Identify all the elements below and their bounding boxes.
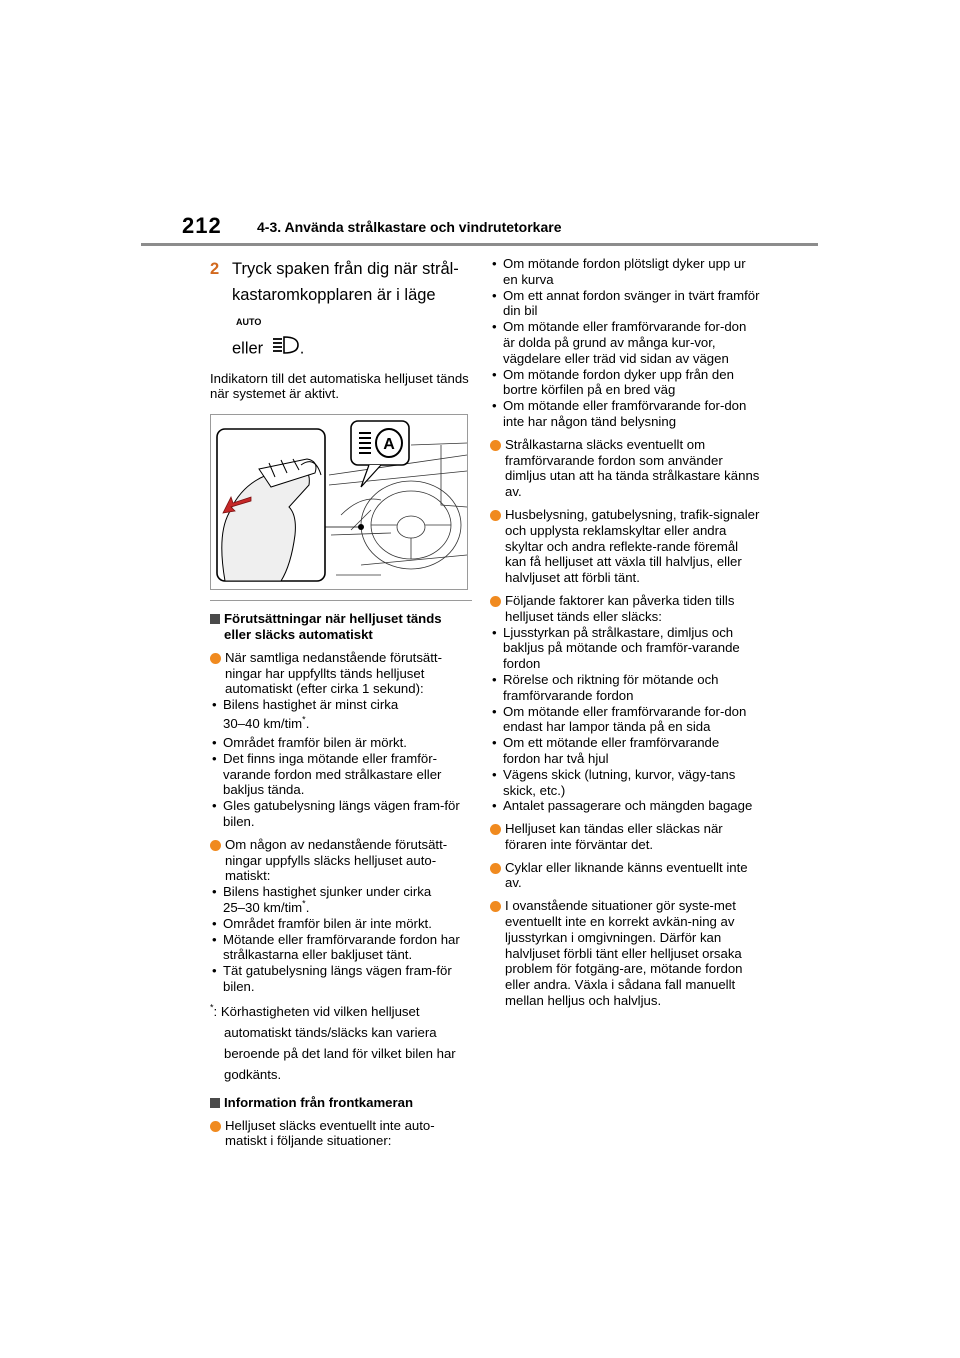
list-item: • Gles gatubelysning längs vägen fram-för bilen. [210, 798, 472, 830]
list-item: • Om mötande eller framförvarande for-don är dolda på grund av många kur-vor, vägdelare eller träd vid sidan av vägen [490, 319, 760, 366]
dot-item: Strålkastarna släcks eventuellt om framförvarande fordon som använder dimljus utan att ha tända strålkastare känns av. [490, 437, 760, 500]
list-item: • Om ett mötande eller framförvarande fordon har två hjul [490, 735, 760, 767]
illustration-figure [210, 414, 468, 590]
step-text: Tryck spaken från dig när strål-kastaromkopplaren är i läge [232, 260, 459, 304]
list-item: • Om mötande eller framförvarande for-don inte har någon tänd belysning [490, 398, 760, 430]
section-title: 4-3. Använda strålkastare och vindrutetorkare [257, 219, 562, 235]
dot-text: Helljuset släcks eventuellt inte auto-matiskt i följande situationer: [225, 1117, 435, 1149]
circle-bullet-icon [490, 824, 501, 835]
dot-text: När samtliga nedanstående förutsätt-ningar har uppfyllts tänds helljuset automatiskt (efter cirka 1 sekund): [225, 649, 442, 697]
auto-high-beam-icon [272, 335, 300, 363]
list-item: • Om mötande fordon dyker upp från den bortre körfilen på en bred väg [490, 367, 760, 399]
list-item: • Antalet passagerare och mängden bagage [490, 798, 760, 814]
square-bullet-icon [210, 1098, 220, 1108]
intro-text: Indikatorn till det automatiska helljuset tänds när systemet är aktivt. [210, 370, 469, 402]
list-item: • Bilens hastighet är minst cirka 30–40 km/tim*. [210, 697, 472, 735]
list-item: • Ljusstyrkan på strålkastare, dimljus och bakljus på mötande och framför-varande fordon [490, 625, 760, 672]
circle-bullet-icon [210, 840, 221, 851]
section-divider [210, 600, 472, 601]
dot-item [210, 650, 472, 697]
list-item: • Om ett annat fordon svänger in tvärt framför din bil [490, 288, 760, 320]
dot-item [210, 1118, 472, 1150]
bullet-list [210, 697, 472, 830]
dot-item: Husbelysning, gatubelysning, trafik-signaler och upplysta reklamskyltar eller andra skyltar och andra reflekte-rande föremål kan få helljuset att växla till halvljus, eller halvljuset att förbli tänt. [490, 507, 760, 586]
step-number: 2 [210, 260, 220, 278]
circle-bullet-icon [490, 901, 501, 912]
step-or-text: eller [232, 339, 264, 357]
step-end: . [299, 339, 305, 357]
page-number: 212 [182, 213, 222, 238]
auto-icon-text: AUTO [236, 316, 262, 327]
list-item: • Tät gatubelysning längs vägen fram-för bilen. [210, 963, 472, 995]
dot-text: Om någon av nedanstående förutsätt-ningar uppfylls släcks helljuset auto-matiskt: [225, 836, 448, 884]
list-item: • Det finns inga mötande eller framför-varande fordon med strålkastare eller bakljus tända. [210, 751, 472, 798]
bullet-list [490, 625, 760, 815]
circle-bullet-icon [210, 653, 221, 664]
list-item: • Bilens hastighet sjunker under cirka 25–30 km/tim*. [210, 884, 472, 916]
bullet-list [490, 256, 760, 430]
list-item: • Vägens skick (lutning, kurvor, vägy-tans skick, etc.) [490, 767, 760, 799]
circle-bullet-icon [490, 596, 501, 607]
dashboard-illustration [211, 415, 467, 589]
list-item: • Mötande eller framförvarande fordon har strålkastarna eller bakljuset tänt. [210, 932, 472, 964]
list-item: • Området framför bilen är inte mörkt. [210, 916, 472, 932]
circle-bullet-icon [210, 1121, 221, 1132]
heading-front-camera-text: Information från frontkameran [224, 1094, 414, 1110]
auto-icon [236, 309, 264, 335]
square-bullet-icon [210, 614, 220, 624]
heading-conditions [210, 611, 472, 643]
step-2 [210, 256, 472, 363]
header-rule [141, 243, 818, 246]
indicator-letter: A [383, 436, 395, 454]
heading-conditions-text: Förutsättningar när helljuset tänds eller släcks automatiskt [224, 611, 442, 643]
footnote: *: Körhastigheten vid vilken helljuset automatiskt tänds/släcks kan variera beroende på det land för vilket bilen har godkänts. [210, 1002, 456, 1082]
heading-front-camera [210, 1095, 472, 1111]
dot-item: Helljuset kan tändas eller släckas när föraren inte förväntar det. [490, 821, 760, 853]
dot-item: Cyklar eller liknande känns eventuellt inte av. [490, 860, 760, 892]
circle-bullet-icon [490, 440, 501, 451]
list-item: • Området framför bilen är mörkt. [210, 735, 472, 751]
dot-item: Följande faktorer kan påverka tiden tills helljuset tänds eller släcks: [490, 593, 760, 625]
circle-bullet-icon [490, 510, 501, 521]
list-item: • Rörelse och riktning för mötande och framförvarande fordon [490, 672, 760, 704]
right-column [490, 256, 760, 1009]
list-item: • Om mötande eller framförvarande for-don endast har lampor tända på en sida [490, 704, 760, 736]
circle-bullet-icon [490, 863, 501, 874]
bullet-list [210, 884, 472, 995]
list-item: • Om mötande fordon plötsligt dyker upp ur en kurva [490, 256, 760, 288]
dot-item: I ovanstående situationer gör syste-met eventuellt inte en korrekt avkän-ning av ljusstyrkan i omgivningen. Därför kan halvljuset förbli tänt eller helljuset orsaka problem för fotgäng-are, mötande fordon eller andra. Växla i sådana fall manuellt mellan helljus och halvljus. [490, 898, 760, 1009]
left-column [210, 256, 472, 1149]
dot-item [210, 837, 472, 884]
